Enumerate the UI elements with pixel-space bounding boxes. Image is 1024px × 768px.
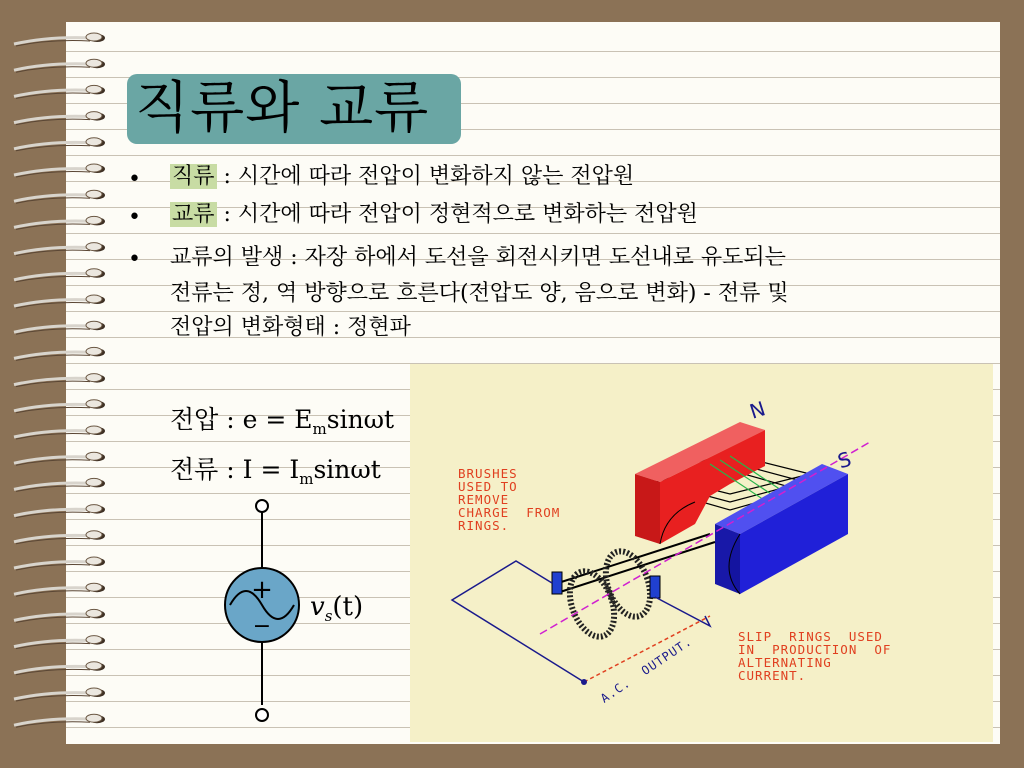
term-ac: 교류 [172,202,215,227]
binding-ring [14,190,105,203]
current-formula: 전류 : $I = I_m\sin\omega t$ [170,455,381,488]
binding-ring [14,164,105,177]
binding-ring [14,216,105,229]
ac-generator-illustration [410,364,993,742]
source-label: $v_s(t)$ [310,592,364,625]
slip-rings [562,545,659,643]
ac-definition: : 시간에 따라 전압이 정현적으로 변화하는 전압원 [216,202,698,227]
page-title: 직류와 교류 [135,76,430,141]
brush-left [552,572,562,594]
binding-ring [14,243,105,256]
binding-ring [14,321,105,334]
binding-ring [14,295,105,308]
dc-definition: : 시간에 따라 전압이 변화하지 않는 전압원 [216,164,635,189]
binding-ring [14,112,105,125]
binding-ring [14,636,105,649]
bullet-dot: • [128,205,141,230]
ac-generation-line-2: 전류는 정, 역 방향으로 흐른다(전압도 양, 음으로 변화) - 전류 및 [170,281,789,306]
binding-ring [14,347,105,360]
shaft [555,534,715,592]
binding-ring [14,426,105,439]
terminal-top [256,500,268,512]
brushes-caption: BRUSHES USED TO REMOVE CHARGE FROM RINGS. [458,466,561,533]
binding-ring [14,662,105,675]
binding-ring [14,400,105,413]
plus-sign: + [251,575,273,605]
south-magnet [715,464,848,594]
terminal-bottom [256,709,268,721]
binding-ring [14,557,105,570]
binding-ring [14,269,105,282]
binding-ring [14,33,105,46]
binding-ring [14,374,105,387]
binding-ring [14,583,105,596]
binding-ring [14,714,105,727]
spiral-binding [0,0,120,768]
bullet-item-ac [170,200,698,230]
binding-ring [14,478,105,491]
binding-ring [14,452,105,465]
bullet-dot: • [128,247,141,272]
binding-ring [14,609,105,622]
brush-right [650,576,660,598]
binding-ring [14,531,105,544]
generator-drawing [410,364,993,742]
binding-ring [14,138,105,151]
south-pole-label: S [834,446,855,474]
binding-ring [14,505,105,518]
binding-ring [14,688,105,701]
north-pole-label: N [746,396,769,424]
term-dc: 직류 [172,164,215,189]
ac-output-label: A.C. OUTPUT. [598,634,695,706]
ac-generation-line-3: 전압의 변화형태 : 정현파 [170,315,411,340]
voltage-formula: 전압 : $e = E_m\sin\omega t$ [170,405,395,438]
minus-sign: − [252,614,272,639]
ac-generation-line-1: 교류의 발생 : 자장 하에서 도선을 회전시키면 도선내로 유도되는 [170,245,786,270]
bullet-item-dc [170,162,634,192]
binding-ring [14,85,105,98]
binding-ring [14,59,105,72]
slip-rings-caption: SLIP RINGS USED IN PRODUCTION OF ALTERNATING CURRENT. [738,629,892,683]
bullet-dot: • [128,167,141,192]
